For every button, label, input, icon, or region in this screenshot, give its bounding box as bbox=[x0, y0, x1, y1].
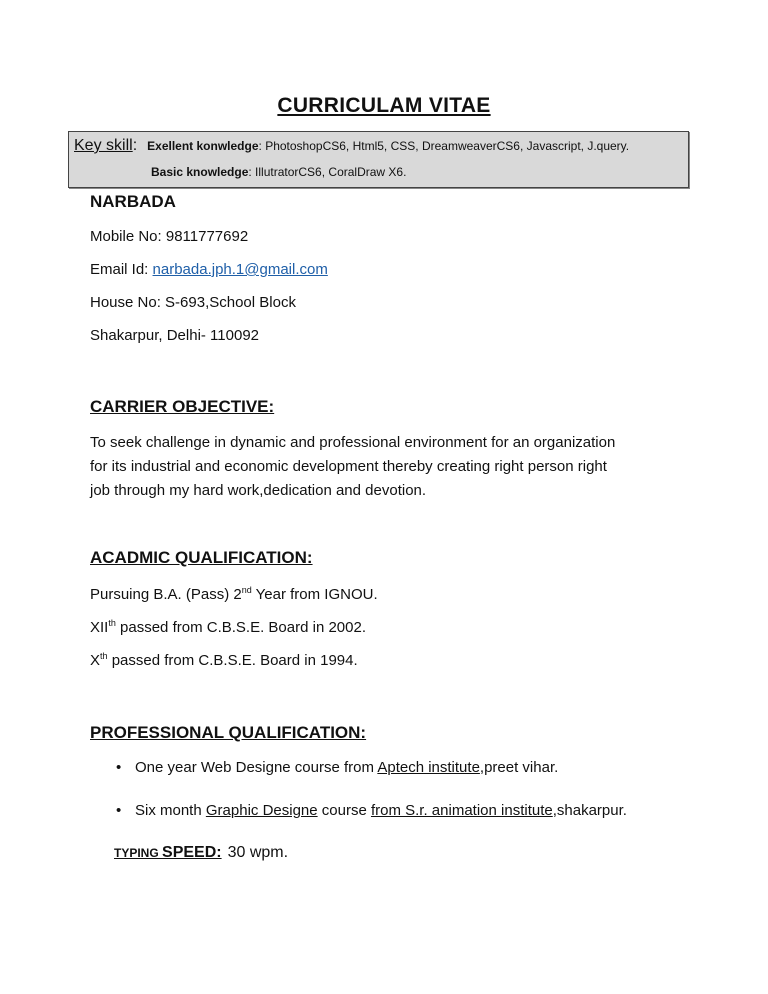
mobile-number: Mobile No: 9811777692 bbox=[90, 228, 249, 245]
academic-item: Pursuing B.A. (Pass) 2nd Year from IGNOU. bbox=[90, 585, 378, 603]
excellent-knowledge-label: Exellent konwledge bbox=[147, 139, 259, 153]
key-skill-label: Key skill: bbox=[74, 137, 138, 154]
professional-heading: PROFESSIONAL QUALIFICATION: bbox=[90, 723, 367, 742]
professional-item: • Six month Graphic Designe course from S.r. animation institute,shakarpur. bbox=[116, 802, 627, 819]
email-link[interactable]: narbada.jph.1@gmail.com bbox=[152, 261, 328, 278]
email-line bbox=[90, 261, 328, 278]
key-skill-box bbox=[68, 131, 689, 188]
email-label: Email Id: bbox=[90, 261, 153, 278]
house-address: House No: S-693,School Block bbox=[90, 294, 296, 311]
objective-heading: CARRIER OBJECTIVE: bbox=[90, 397, 275, 416]
typing-speed bbox=[114, 844, 288, 862]
page-title: CURRICULAM VITAE bbox=[277, 94, 491, 117]
city-address: Shakarpur, Delhi- 110092 bbox=[90, 327, 259, 344]
professional-item: • One year Web Designe course from Aptech institute,preet vihar. bbox=[116, 759, 559, 776]
academic-item: Xth passed from C.B.S.E. Board in 1994. bbox=[90, 651, 358, 669]
typing-speed-value: 30 wpm. bbox=[227, 844, 289, 861]
basic-knowledge-value: : IllutratorCS6, CoralDraw X6. bbox=[248, 165, 407, 179]
excellent-knowledge-row bbox=[74, 137, 629, 155]
academic-item: XIIth passed from C.B.S.E. Board in 2002. bbox=[90, 618, 366, 636]
bullet-icon: • bbox=[116, 802, 122, 819]
objective-line: job through my hard work,dedication and devotion. bbox=[90, 482, 427, 499]
basic-knowledge-label: Basic knowledge bbox=[151, 165, 249, 179]
objective-line: for its industrial and economic development thereby creating right person right bbox=[90, 458, 607, 475]
typing-speed-label: TYPING SPEED: bbox=[114, 844, 222, 861]
candidate-name: NARBADA bbox=[90, 192, 176, 211]
bullet-icon: • bbox=[116, 759, 122, 776]
basic-knowledge-row bbox=[151, 165, 406, 179]
objective-text bbox=[90, 431, 690, 503]
academic-heading: ACADMIC QUALIFICATION: bbox=[90, 548, 313, 567]
objective-line: To seek challenge in dynamic and professional environment for an organization bbox=[90, 434, 616, 451]
excellent-knowledge-value: : PhotoshopCS6, Html5, CSS, DreamweaverCS6, Javascript, J.query. bbox=[258, 139, 630, 153]
